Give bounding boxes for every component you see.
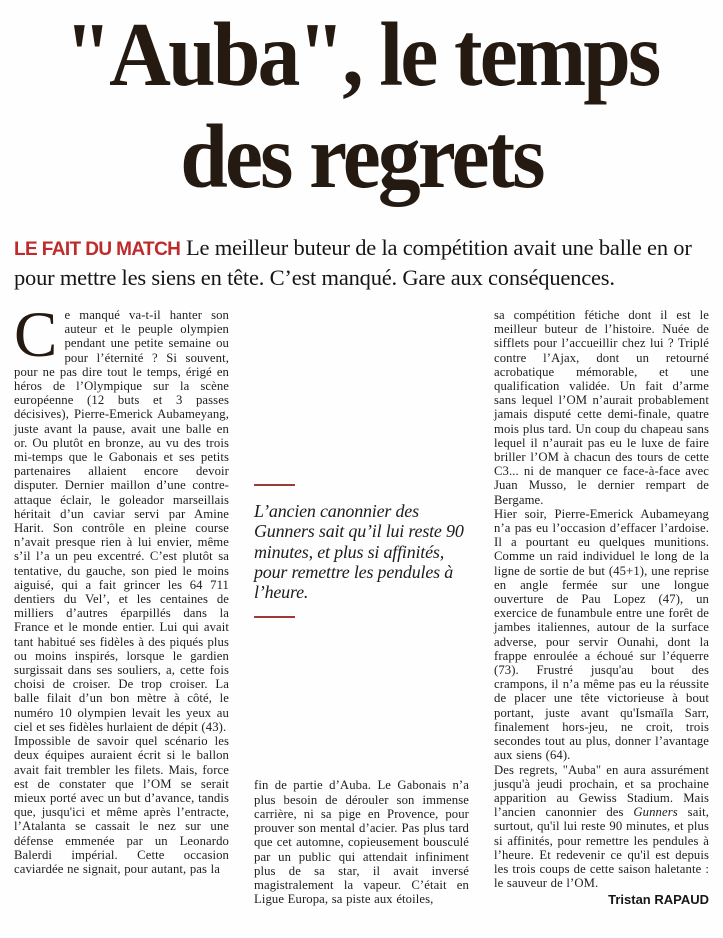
drop-cap: C: [14, 299, 58, 371]
headline-line-2: des regrets: [180, 106, 543, 207]
paragraph: fin de partie d’Auba. Le Gabonais n’a plus besoin de dérouler son immense carrière, ni sa pige en Provence, pour prouver son mental d’acier. Pas plus tard que cet automne, copieusement bousculé par un public qui attendait infiniment plus de sa star, il avait inversé magistralement la vapeur. C’était en Ligue Europa, sa piste aux étoiles,: [254, 778, 469, 907]
headline-line-1: "Auba", le temps: [64, 4, 659, 105]
paragraph-text: sait, surtout, qu'il lui reste 90 minutes, et plus si affinités, pour remettre les pendules à l’heure. Et redevenir ce qu'il est depuis les trois coups de cette saison haletante : le sauveur de l’OM.: [494, 805, 709, 891]
paragraph-opening: [14, 299, 229, 734]
headline: [0, 4, 723, 208]
gunners-italic: Gunners: [633, 805, 678, 820]
column-1: [14, 299, 229, 907]
paragraph-text: e manqué va-t-il hanter son auteur et le peuple olympien pendant une petite semaine ou pour l’éternité ? Si souvent, pour ne pas dire tout le temps, érigé en héros de l’Olympique sur la scène européenne (12 buts et 3 passes décisives), Pierre-Emerick Aubameyang, juste avant la pause, avait une balle en or. Ou plutôt en bronze, au vu des trois mi-temps que le Gabonais et ses petits partenaires allaient encore devoir disputer. Dernier maillon d’une contre-attaque éclair, le goleador marseillais héritait d’un caviar servi par Amine Harit. Son contrôle en pleine course n’avait presque rien à lui envier, même s’il l’a un peu excentré. C’est plutôt sa tentative, du gauche, son pied le moins aiguisé, qui a fait grincer les 64 711 dentiers du Vel’, et les centaines de milliers d’autres éparpillés dans la France et le monde entier. Lui qui avait tant habitué ses fidèles à des piqués plus ou moins inspirés, lorsque le gardien surgissait dans ses souliers, a, cette fois choisi de croiser. De trop croiser. La balle filait d’un bon mètre à côté, le numéro 10 olympien levait les yeux au ciel et ses fidèles hurlaient de dépit (43).: [14, 308, 229, 734]
pull-quote-rule-bottom: [254, 616, 295, 618]
standfirst: [14, 234, 709, 291]
paragraph: Hier soir, Pierre-Emerick Aubameyang n’a pas eu l’occasion d’effacer l’ardoise. Il a pourtant eu quelques munitions. Comme un raid individuel le long de la ligne de sortie de but (45+1), une reprise en angle fermée sur une longue ouverture de Pau Lopez (47), un exercice de funambule entre une forêt de jambes italiennes, autour de la surface adverse, pour servir Ounahi, dont la frappe enroulée a échoué sur l’équerre (73). Frustré jusqu'au bout des crampons, il n’a même pas eu la réussite de placer une tête victorieuse à bout portant, juste avant qu'Ismaïla Sarr, finalement hors-jeu, ne croit, trois secondes tout au plus, donner l’avantage aux siens (64).: [494, 506, 709, 763]
column-2: [254, 308, 469, 907]
paragraph: sa compétition fétiche dont il est le meilleur buteur de l’histoire. Nuée de sifflets pour l’accueillir chez lui ? Triplé contre l’Ajax, dont un retourné acrobatique mémorable, et une qualification validée. Un fait d’arme sans lequel l’OM n’aurait probablement jamais disputé cette demi-finale, quatre mois plus tard. Un coup du chapeau sans lequel il n’aurait pas eu le luxe de faire briller l’OM à chacun des tours de cette C3... ni de manquer ce face-à-face avec Juan Musso, le dernier rempart de Bergame.: [494, 308, 709, 507]
kicker-label: LE FAIT DU MATCH: [14, 239, 181, 260]
pull-quote-rule-top: [254, 484, 295, 486]
paragraph-closing: [494, 763, 709, 891]
standfirst-text: Le meilleur buteur de la compétition avait une balle en or pour mettre les siens en tête. C’est manqué. Gare aux conséquences.: [14, 235, 692, 290]
byline: Tristan RAPAUD: [608, 892, 709, 908]
paragraph: Impossible de savoir quel scénario les deux équipes auraient écrit si le ballon avait fait trembler les filets. Mais, force est de constater que l’OM se serait mieux porté avec un but d’avance, tandis que, jusqu'ici et même après l’entracte, l’Atalanta se cassait le nez sur une défense emmenée par un Leonardo Balerdi impérial. Cette occasion caviardée ne signait, pour autant, pas la: [14, 734, 229, 876]
column-3: [494, 308, 709, 907]
pull-quote: L’ancien canonnier des Gunners sait qu’il lui reste 90 minutes, et plus si affinités, pour remettre les pendules à l’heure.: [254, 501, 464, 603]
paragraph-text: Des regrets, "Auba" en aura assurément jusqu'à jeudi prochain, et sa prochaine apparition au Gewiss Stadium. Mais l’ancien canonnier des: [494, 762, 709, 820]
article-columns: [14, 299, 709, 908]
